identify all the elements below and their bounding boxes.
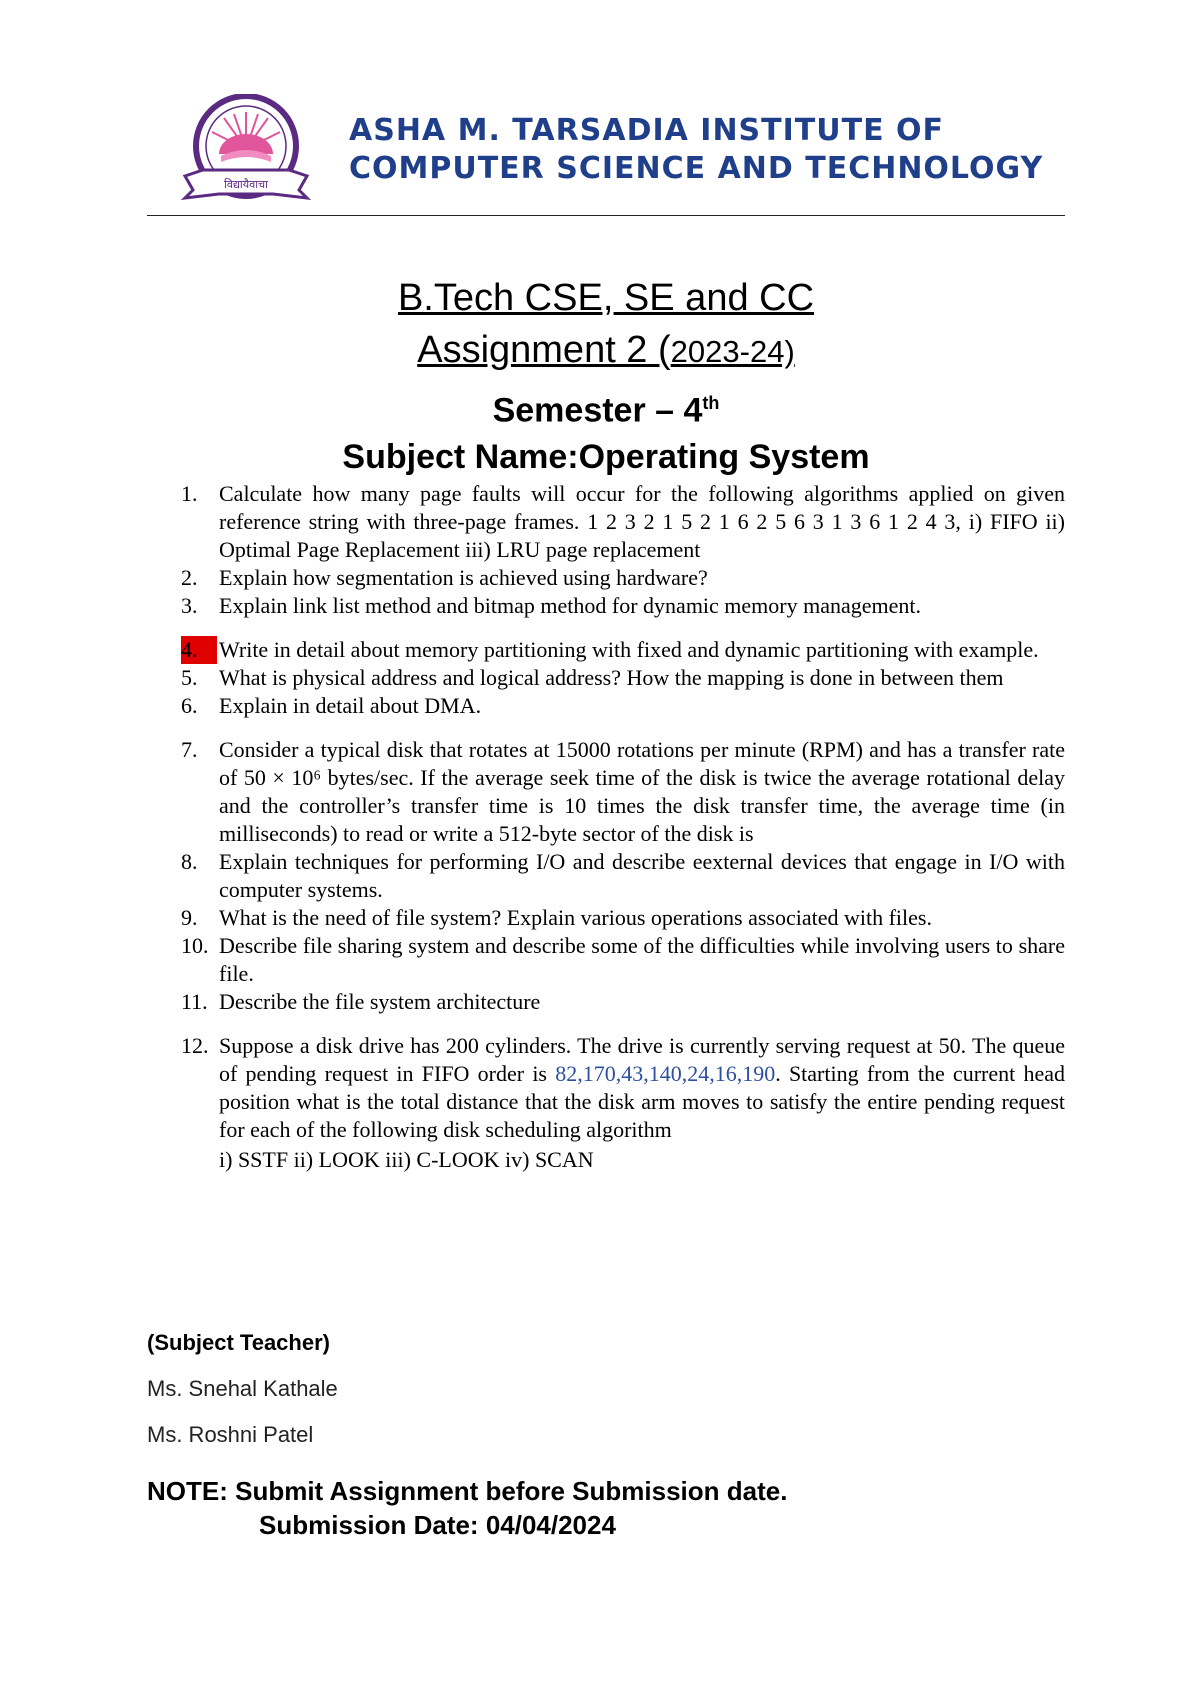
note-text: NOTE: Submit Assignment before Submission date.	[147, 1476, 788, 1506]
question-number: 9.	[181, 905, 198, 930]
teacher-heading: (Subject Teacher)	[147, 1330, 330, 1355]
question-number: 1.	[181, 481, 198, 506]
program-title: B.Tech CSE, SE and CC	[397, 277, 815, 319]
question-number-highlighted: 4.	[181, 636, 217, 664]
institute-logo-emblem-icon	[179, 94, 313, 208]
question-number: 11.	[181, 989, 208, 1014]
header-divider	[147, 215, 1065, 216]
assignment-label: Assignment 2 (	[417, 329, 671, 371]
semester-title	[0, 380, 1200, 433]
question-text-part: Suppose a disk drive has 200 cylinders. The drive is currently serving request at 50. The queue of pending request in FIFO order is	[219, 1033, 1065, 1086]
list-item	[181, 932, 1065, 988]
academic-year: 2023-24)	[670, 334, 795, 369]
teacher-block	[147, 1330, 338, 1448]
teacher-name: Ms. Roshni Patel	[147, 1422, 314, 1447]
question-text: Describe the file system architecture	[219, 989, 541, 1014]
question-number: 8.	[181, 849, 198, 874]
question-text: Explain techniques for performing I/O and describe eexternal devices that engage in I/O with computer systems.	[219, 849, 1065, 902]
document-titles	[0, 272, 1200, 481]
list-item	[181, 480, 1065, 564]
list-item	[181, 1032, 1065, 1174]
submission-date: Submission Date: 04/04/2024	[259, 1510, 616, 1540]
institute-name	[349, 112, 1043, 188]
list-item	[181, 988, 1065, 1016]
question-text: Explain in detail about DMA.	[219, 693, 482, 718]
list-item	[181, 636, 1065, 664]
question-list	[181, 480, 1065, 1174]
question-text: Explain link list method and bitmap method for dynamic memory management.	[219, 593, 922, 618]
semester-label: Semester – 4	[492, 391, 703, 430]
question-number: 2.	[181, 565, 198, 590]
semester-suffix: th	[702, 393, 720, 413]
question-text: Consider a typical disk that rotates at 15000 rotations per minute (RPM) and has a transfer rate of 50 × 10⁶ bytes/sec. If the average seek time of the disk is twice the average rotational delay and the controller’s transfer time is 10 times the disk transfer time, the average time (in milliseconds) to read or write a 512-byte sector of the disk is	[219, 737, 1065, 846]
request-queue: 82,170,43,140,24,16,190	[555, 1061, 776, 1086]
institute-logo	[179, 94, 313, 208]
list-item	[181, 664, 1065, 692]
question-number: 6.	[181, 693, 198, 718]
question-text: Calculate how many page faults will occur for the following algorithms applied on given reference string with three-page frames. 1 2 3 2 1 5 2 1 6 2 5 6 3 1 3 6 1 2 4 3, i) FIFO ii) Optimal Page Replacement iii) LRU page replacement	[219, 481, 1065, 562]
institute-name-line2: COMPUTER SCIENCE AND TECHNOLOGY	[349, 151, 1044, 186]
question-text: Describe file sharing system and describe some of the difficulties while involving users to share file.	[219, 933, 1065, 986]
teacher-name: Ms. Snehal Kathale	[147, 1376, 338, 1401]
list-item	[181, 736, 1065, 848]
question-number: 10.	[181, 933, 209, 958]
letterhead	[147, 88, 1065, 214]
question-number: 3.	[181, 593, 198, 618]
list-item	[181, 592, 1065, 620]
question-number: 5.	[181, 665, 198, 690]
question-number: 7.	[181, 737, 198, 762]
question-text: Write in detail about memory partitioning with fixed and dynamic partitioning with example.	[219, 637, 1039, 662]
list-item	[181, 692, 1065, 720]
question-number: 12.	[181, 1033, 209, 1058]
subject-title: Subject Name:Operating System	[342, 438, 870, 477]
logo-motto: विद्यायैवाचा	[224, 178, 268, 191]
question-text-part: . Starting from the current head position what is the total distance that the disk arm moves to satisfy the entire pending request for each of the following disk scheduling algorithm	[219, 1061, 1065, 1142]
list-item	[181, 564, 1065, 592]
submission-note	[147, 1474, 787, 1542]
question-text: What is the need of file system? Explain various operations associated with files.	[219, 905, 932, 930]
question-options: i) SSTF ii) LOOK iii) C-LOOK iv) SCAN	[219, 1147, 594, 1172]
list-item	[181, 904, 1065, 932]
assignment-title	[0, 324, 1200, 378]
question-text	[219, 1033, 1065, 1142]
institute-name-line1: ASHA M. TARSADIA INSTITUTE OF	[349, 113, 945, 148]
list-item	[181, 848, 1065, 904]
question-text: What is physical address and logical address? How the mapping is done in between them	[219, 665, 1004, 690]
question-text: Explain how segmentation is achieved using hardware?	[219, 565, 708, 590]
